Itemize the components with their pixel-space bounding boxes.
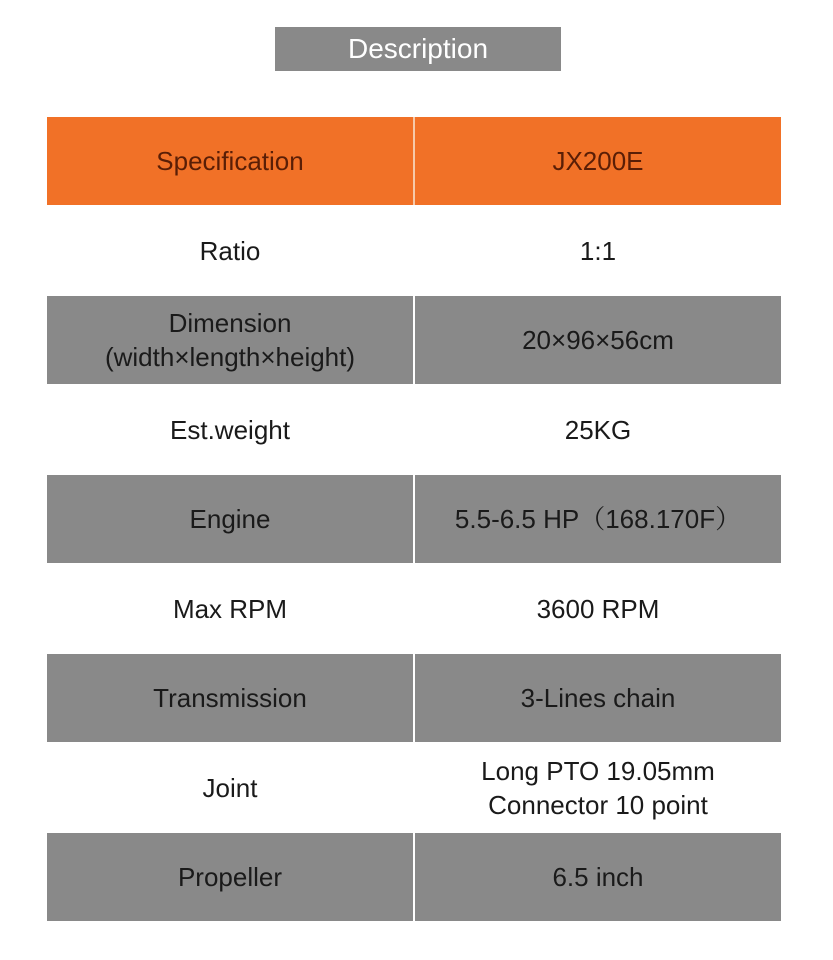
table-header-row (47, 117, 781, 205)
spec-value-line: 6.5 inch (552, 862, 644, 892)
spec-name-cell (47, 296, 413, 384)
spec-value-line: 3600 RPM (536, 593, 660, 624)
spec-value-line: 25KG (564, 414, 632, 445)
spec-name-line: (width×length×height) (104, 342, 356, 372)
spec-value (552, 860, 643, 894)
table-row (47, 833, 781, 921)
spec-name-line: Engine (189, 504, 271, 534)
spec-value-cell (413, 563, 781, 654)
spec-name (203, 771, 258, 805)
spec-name-line: Propeller (177, 862, 283, 892)
table-row (47, 205, 781, 296)
header-cell-model (413, 117, 781, 205)
spec-name-cell (47, 205, 413, 296)
spec-value-line: Connector 10 point (488, 789, 708, 820)
spec-value-line: 20×96×56cm (522, 325, 674, 355)
spec-name (178, 860, 282, 894)
spec-value (580, 234, 616, 268)
table-body (47, 205, 781, 921)
spec-name-line: Joint (202, 772, 258, 803)
spec-name-line: Transmission (153, 683, 307, 713)
title-banner (275, 27, 561, 71)
spec-value (522, 323, 674, 357)
spec-name (200, 234, 261, 268)
table-row (47, 475, 781, 563)
spec-name-line: Dimension (168, 308, 292, 338)
spec-name (190, 502, 271, 536)
spec-value-line: Long PTO 19.05mm (481, 755, 715, 786)
spec-name-cell (47, 654, 413, 742)
spec-value-line: 5.5-6.5 HP（168.170F） (454, 504, 742, 534)
spec-value-cell (413, 833, 781, 921)
spec-value-cell (413, 742, 781, 833)
spec-name (173, 592, 287, 626)
spec-value-cell (413, 475, 781, 563)
spec-value (481, 754, 715, 822)
table-row (47, 563, 781, 654)
spec-name-cell (47, 742, 413, 833)
spec-name-line: Max RPM (172, 593, 288, 624)
spec-value (565, 413, 632, 447)
spec-value (521, 681, 676, 715)
spec-name (170, 413, 290, 447)
header-label-right: JX200E (552, 146, 644, 176)
spec-name-cell (47, 384, 413, 475)
spec-value-line: 3-Lines chain (520, 683, 676, 713)
header-label-left: Specification (156, 146, 304, 176)
spec-value-cell (413, 205, 781, 296)
spec-name (105, 306, 355, 374)
table-row (47, 296, 781, 384)
spec-name (153, 681, 307, 715)
header-cell-specification (47, 117, 413, 205)
page-title: Description (347, 33, 489, 64)
spec-value-cell (413, 296, 781, 384)
spec-value (537, 592, 660, 626)
table-row (47, 384, 781, 475)
table-row (47, 654, 781, 742)
spec-name-line: Est.weight (170, 414, 290, 445)
table-row (47, 742, 781, 833)
spec-name-cell (47, 833, 413, 921)
spec-name-cell (47, 563, 413, 654)
spec-value-cell (413, 654, 781, 742)
spec-value-cell (413, 384, 781, 475)
spec-name-cell (47, 475, 413, 563)
spec-name-line: Ratio (199, 235, 261, 266)
spec-table (47, 117, 781, 921)
spec-value-line: 1:1 (579, 235, 617, 266)
spec-value (455, 502, 741, 536)
